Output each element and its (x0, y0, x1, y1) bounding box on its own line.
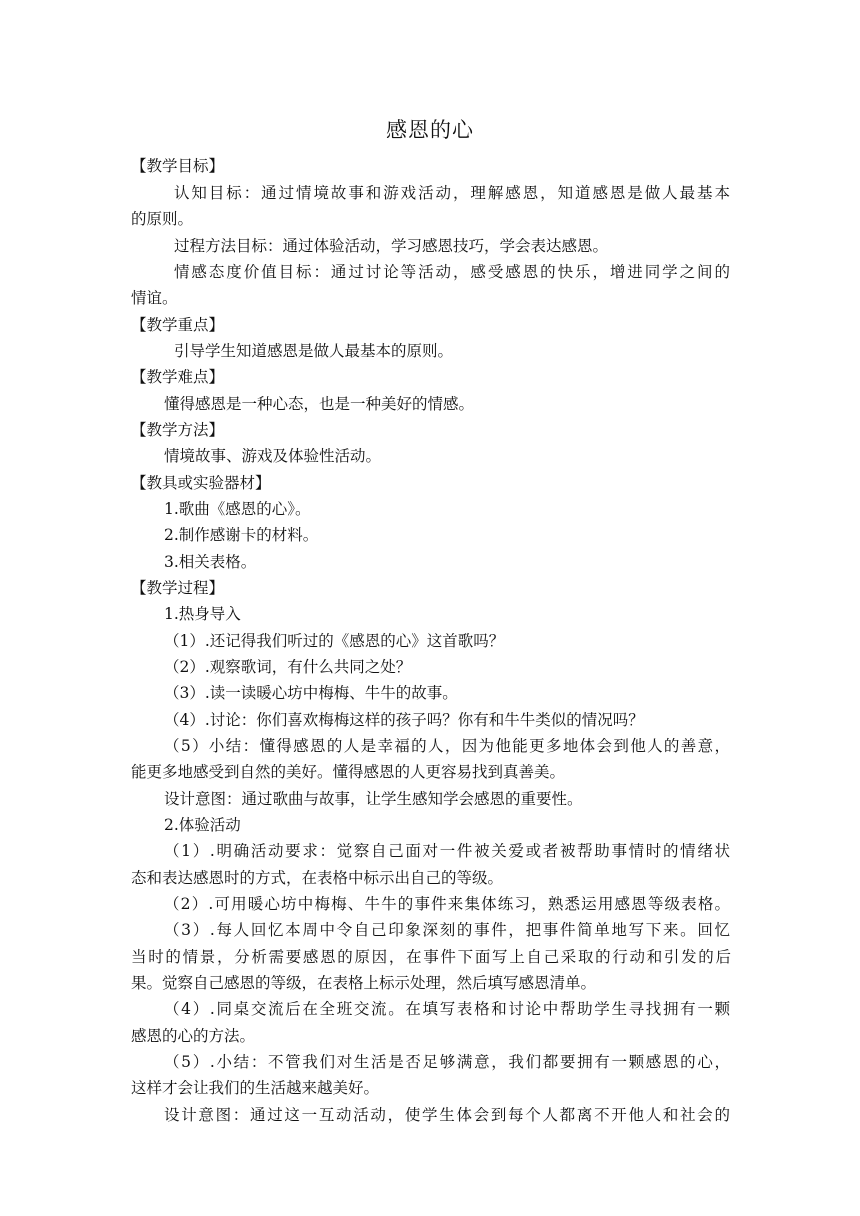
paragraph-line: 这样才会让我们的生活越来越美好。 (131, 1079, 380, 1097)
paragraph-line: 过程方法目标：通过体验活动，学习感恩技巧，学会表达感恩。 (174, 237, 609, 255)
paragraph-line: 认知目标：通过情境故事和游戏活动，理解感恩，知道感恩是做人最基本 (174, 184, 730, 202)
paragraph-line: 引导学生知道感恩是做人最基本的原则。 (174, 342, 454, 360)
list-item: 1.歌曲《感恩的心》。 (164, 500, 311, 518)
page-title: 感恩的心 (386, 118, 474, 142)
paragraph-line: （4）.同桌交流后在全班交流。在填写表格和讨论中帮助学生寻找拥有一颗 (164, 1000, 730, 1018)
section-heading-goals: 【教学目标】 (131, 157, 225, 175)
subsection-heading: 1.热身导入 (164, 605, 241, 623)
section-heading-process: 【教学过程】 (131, 579, 225, 597)
list-item: 3.相关表格。 (164, 553, 257, 571)
paragraph-line: 果。觉察自己感恩的等级，在表格上标示处理，然后填写感恩清单。 (131, 974, 597, 992)
paragraph-line: （2）.可用暖心坊中梅梅、牛牛的事件来集体练习，熟悉运用感恩等级表格。 (164, 895, 730, 913)
list-item: （4）.讨论：你们喜欢梅梅这样的孩子吗？你有和牛牛类似的情况吗？ (164, 711, 644, 729)
paragraph-line: （3）.每人回忆本周中令自己印象深刻的事件，把事件简单地写下来。回忆 (164, 921, 730, 939)
paragraph-line: 能更多地感受到自然的美好。懂得感恩的人更容易找到真善美。 (131, 763, 566, 781)
paragraph-line: （5）.小结：不管我们对生活是否足够满意，我们都要拥有一颗感恩的心， (164, 1053, 730, 1071)
paragraph-line: 当时的情景，分析需要感恩的原因，在事件下面写上自己采取的行动和引发的后 (131, 948, 731, 966)
paragraph-line: （1）.明确活动要求：觉察自己面对一件被关爱或者被帮助事情时的情绪状 (164, 842, 730, 860)
section-heading-key-points: 【教学重点】 (131, 316, 225, 334)
list-item: 2.制作感谢卡的材料。 (164, 526, 319, 544)
paragraph-line: 情境故事、游戏及体验性活动。 (164, 447, 382, 465)
paragraph-line: 感恩的心的方法。 (131, 1027, 256, 1045)
paragraph-line: 情谊。 (131, 289, 178, 307)
paragraph-line: 懂得感恩是一种心态，也是一种美好的情感。 (164, 395, 475, 413)
paragraph-line: 情感态度价值目标：通过讨论等活动，感受感恩的快乐，增进同学之间的 (174, 263, 730, 281)
paragraph-line: 态和表达感恩时的方式，在表格中标示出自己的等级。 (131, 869, 504, 887)
section-heading-difficulties: 【教学难点】 (131, 368, 225, 386)
section-heading-methods: 【教学方法】 (131, 421, 225, 439)
list-item: （1）.还记得我们听过的《感恩的心》这首歌吗？ (164, 632, 505, 650)
design-intent: 设计意图：通过这一互动活动，使学生体会到每个人都离不开他人和社会的 (164, 1106, 730, 1124)
paragraph-line: 的原则。 (131, 210, 194, 228)
subsection-heading: 2.体验活动 (164, 816, 241, 834)
paragraph-line: （5）小结：懂得感恩的人是幸福的人，因为他能更多地体会到他人的善意， (164, 737, 730, 755)
design-intent: 设计意图：通过歌曲与故事，让学生感知学会感恩的重要性。 (164, 790, 583, 808)
list-item: （3）.读一读暖心坊中梅梅、牛牛的故事。 (164, 684, 458, 702)
list-item: （2）.观察歌词，有什么共同之处？ (164, 658, 412, 676)
section-heading-materials: 【教具或实验器材】 (131, 474, 271, 492)
